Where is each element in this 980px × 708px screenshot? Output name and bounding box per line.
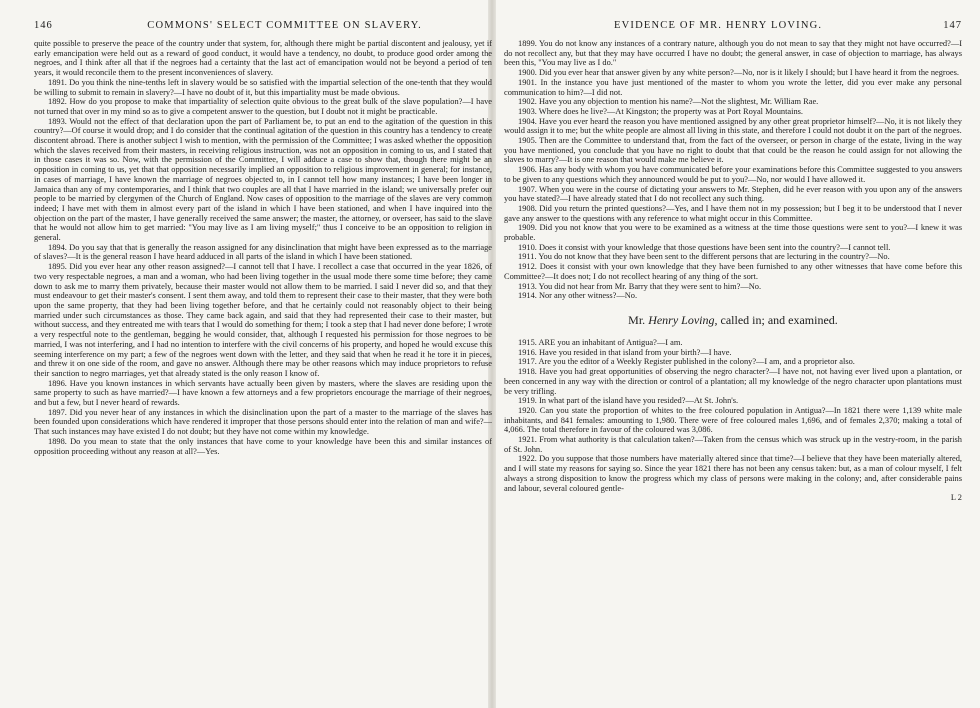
paragraph: 1915. ARE you an inhabitant of Antigua?—I am. bbox=[518, 337, 683, 347]
left-page bbox=[34, 20, 492, 706]
paragraph: 1911. You do not know that they have been sent to the different persons that are lecturing in the country?—No. bbox=[518, 252, 890, 262]
paragraph: 1905. Then are the Committee to understand that, from the fact of the overseer, or person in charge of the estate, living in the way you have mentioned, you conclude that you have no right to doubt that that could be the reason he could assign for not allowing the slaves to marry?—It is one reason that would make me believe it. bbox=[504, 136, 962, 165]
paragraph: 1895. Did you ever hear any other reason assigned?—I cannot tell that I have. I recollect a case that occurred in the year 1826, of two very respectable negroes, a man and a woman, who had been living together in the usual mode there some time before; they came down to ask me to marry them privately, because their master would not allow them to be married. I said I never did so, and that they must endeavour to get their master's consent. I sent them away, and told them to represent their case to their master, that they were both upon the same property, that they had been living together before, and that he certainly could not reasonably object to their being married under such circumstances as those. They came back again, and said that they had represented their case to their master, but without success, and they entreated me with tears that I would do something for them; I took a step that I had never done before; I wrote a very respectful note to the gentleman, begging he would consider, that, although I requested his permission for those negroes to be married, I was not interfering, and I had no intention to interfere with the civil concerns of his property, and hoped he would excuse this seeming interference on my part; a few of the negroes went down with the letter, and they said that when he read it he tore it in pieces, and threw it on one side of the room, and gave no answer. Although there may be other reasons which may induce proprietors to refuse their sanction to negro marriages, yet that already stated is the only reason I know of. bbox=[34, 262, 492, 378]
right-page bbox=[504, 20, 962, 706]
paragraph: 1903. Where does he live?—At Kingston; the property was at Port Royal Mountains. bbox=[518, 106, 804, 116]
paragraph: 1892. How do you propose to make that impartiality of selection quite obvious to the great bulk of the slave population?—I have not turned that over in my mind so as to give a competent answer to the question, but I doubt not it might be practicable. bbox=[34, 97, 492, 116]
paragraph: quite possible to preserve the peace of the country under that system, for, although there might be partial discontent and jealousy, yet if early emancipation were held out as a reward of good conduct, it would have a tendency, no doubt, to produce good order among the negroes, and I think after all that if the negroes had a certainty that the last act of emancipation would not be beyond a period of ten years, it would reconcile them to the present inconveniences of slavery. bbox=[34, 39, 492, 78]
witness-suffix: called in; and examined. bbox=[720, 312, 838, 327]
paragraph: 1904. Have you ever heard the reason you have mentioned assigned by any other great proprietor himself?—No, it is not likely they would assign it to me; but the white people are almost all living in this state, and therefore I could not doubt it on the part of the negroes. bbox=[504, 116, 962, 136]
paragraph: 1922. Do you suppose that those numbers have materially altered since that time?—I believe that they have been materially altered, and I will state my reasons for saying so. Since the year 1821 there has not been any census taken: but, as a man of colour myself, I felt always a strong disposition to know the progress which my class of persons were making in the colony; and, after considerable pains and labour, several coloured gentle- bbox=[504, 454, 962, 493]
paragraph: 1914. Nor any other witness?—No. bbox=[518, 291, 638, 301]
paragraph: 1901. In the instance you have just mentioned of the master to whom you wrote the letter, did you ever make any personal communication to him?—I did not. bbox=[504, 77, 962, 97]
right-page-number: 147 bbox=[943, 20, 962, 31]
paragraph: 1899. You do not know any instances of a contrary nature, although you do not mean to say that they might not have occurred?—I do not recollect any, but that they may have occurred I have no doubt; the general answer, in case of objection to marriage, has always been this, "You may live as I do." bbox=[504, 39, 962, 68]
witness-prefix: Mr. bbox=[628, 312, 646, 327]
paragraph: 1902. Have you any objection to mention his name?—Not the slightest, Mr. William Rae. bbox=[518, 97, 819, 107]
witness-name: Henry Loving, bbox=[648, 312, 718, 327]
paragraph: 1910. Does it consist with your knowledge that those questions have been sent into the country?—I cannot tell. bbox=[518, 242, 891, 252]
left-page-number: 146 bbox=[34, 20, 53, 31]
paragraph: 1918. Have you had great opportunities of observing the negro character?—I have not, not having ever lived upon a plantation, or been concerned in any way with the direction or control of a plantation; all my knowledge of the negro character upon plantations must be very trifling. bbox=[504, 367, 962, 396]
paragraph: 1896. Have you known instances in which servants have actually been given by masters, where the slaves are residing upon the same property to such as have married?—I have known a few attorneys and a few proprietors encourage the marriage of their negroes, and but a few, but I never heard of rewards. bbox=[34, 378, 492, 408]
paragraph: 1907. When you were in the course of dictating your answers to Mr. Stephen, did he ever reason with you upon any of the answers you have stated?—I have already stated that I do not recollect any such thing. bbox=[504, 184, 962, 204]
signature-mark: L 2 bbox=[950, 493, 962, 503]
left-running-head: COMMONS' SELECT COMMITTEE ON SLAVERY. bbox=[147, 20, 422, 31]
paragraph: 1916. Have you resided in that island from your birth?—I have. bbox=[518, 347, 732, 357]
right-page-header bbox=[504, 20, 962, 35]
witness-heading bbox=[504, 313, 962, 328]
paragraph: 1921. From what authority is that calculation taken?—Taken from the census which was struck up in the vestry-room, in the parish of St. John. bbox=[504, 435, 962, 454]
paragraph: 1920. Can you state the proportion of whites to the free coloured population in Antigua?—In 1821 there were 1,139 white male inhabitants, and 841 females: amounting to 1,980. There were of free coloured males 1,696, and of females 2,370; making a total of 4,066. The total therefore in favour of the coloured was 3,086. bbox=[504, 405, 962, 435]
paragraph: 1909. Did you not know that you were to be examined as a witness at the time those questions were sent to you?—I knew it was probable. bbox=[504, 223, 962, 243]
paragraph: 1906. Has any body with whom you have communicated before your examinations before this Committee suggested to you answers to be given to any questions which they announced would be put to you?—No, nor would I have allowed it. bbox=[504, 165, 962, 184]
paragraph: 1893. Would not the effect of that declaration upon the part of Parliament be, to put an end to the agitation of the question in this country?—Of course it would drop; and I do consider that the continual agitation of the question in this country has a tendency to create discontent abroad. There is another subject I wish to mention, with the permission of the Committee; I was asked whether the opposition which the slaves received from their masters, in receiving religious instruction, was not an opposition in coming to us, and I stated that in those cases it was so. Now, with the permission of the Committee, I will adduce a case to show that, though there might be an opposition in coming to us, yet that that opposition necessarily implied an opposition to religious improvement in general; for instance, in cases of marriage, I have known the marriage of negroes objected to, in I cannot tell how many instances; I have been longer in Jamaica than any of my contemporaries, and I think that two couples are all that I have married in the island; we universally prefer our people to be married by clergymen of the Church of England. Now cases of opposition to the marriage of the slaves are very common indeed; I have met with them in almost every part of the island in which I have been stationed, and when I have inquired into the objection on the part of the master, I have generally received the same answer; the master, the attorney, or overseer, has said to the slave that he would not allow him to get married: "You may live as I am living myself;" thus I conceive to be an opposition to religion in general. bbox=[34, 116, 492, 243]
paragraph: 1900. Did you ever hear that answer given by any white person?—No, nor is it likely I should; but I have heard it from the negroes. bbox=[518, 68, 959, 78]
paragraph: 1913. You did not hear from Mr. Barry that they were sent to him?—No. bbox=[518, 281, 762, 291]
paragraph: 1919. In what part of the island have you resided?—At St. John's. bbox=[518, 396, 739, 406]
paragraph: 1898. Do you mean to state that the only instances that have come to your knowledge have been this and similar instances of opposition proceeding without any reason at all?—Yes. bbox=[34, 436, 492, 456]
paragraph: 1912. Does it consist with your own knowledge that they have been furnished to any other witnesses that have come before this Committee?—It does not; I do not recollect hearing of any thing of the sort. bbox=[504, 262, 962, 281]
right-running-head: EVIDENCE OF MR. HENRY LOVING. bbox=[614, 20, 823, 31]
paragraph: 1894. Do you say that that is generally the reason assigned for any disinclination that might have been expressed as to the marriage of slaves?—It is the general reason I have heard adduced in all parts of the island in which I have been stationed. bbox=[34, 242, 492, 262]
paragraph: 1917. Are you the editor of a Weekly Register published in the colony?—I am, and a proprietor also. bbox=[518, 357, 855, 367]
paragraph: 1897. Did you never hear of any instances in which the disinclination upon the part of a master to the marriage of the slaves has been founded upon considerations which have rendered it improper that those persons should enter into the relation of man and wife?—That such instances may have existed I do not doubt; but they have not come within my knowledge. bbox=[34, 407, 492, 437]
left-page-header bbox=[34, 20, 492, 35]
paragraph: 1891. Do you think the nine-tenths left in slavery would be so satisfied with the impartial selection of the one-tenth that they would be willing to submit to remain in slavery?—I have no doubt of it, but this impartiality must be made obvious. bbox=[34, 77, 492, 97]
paragraph: 1908. Did you return the printed questions?—Yes, and I have them not in my possession; but I beg it to be understood that I never gave any answer to the questions with any reference to what might occur in this Committee. bbox=[504, 203, 962, 223]
